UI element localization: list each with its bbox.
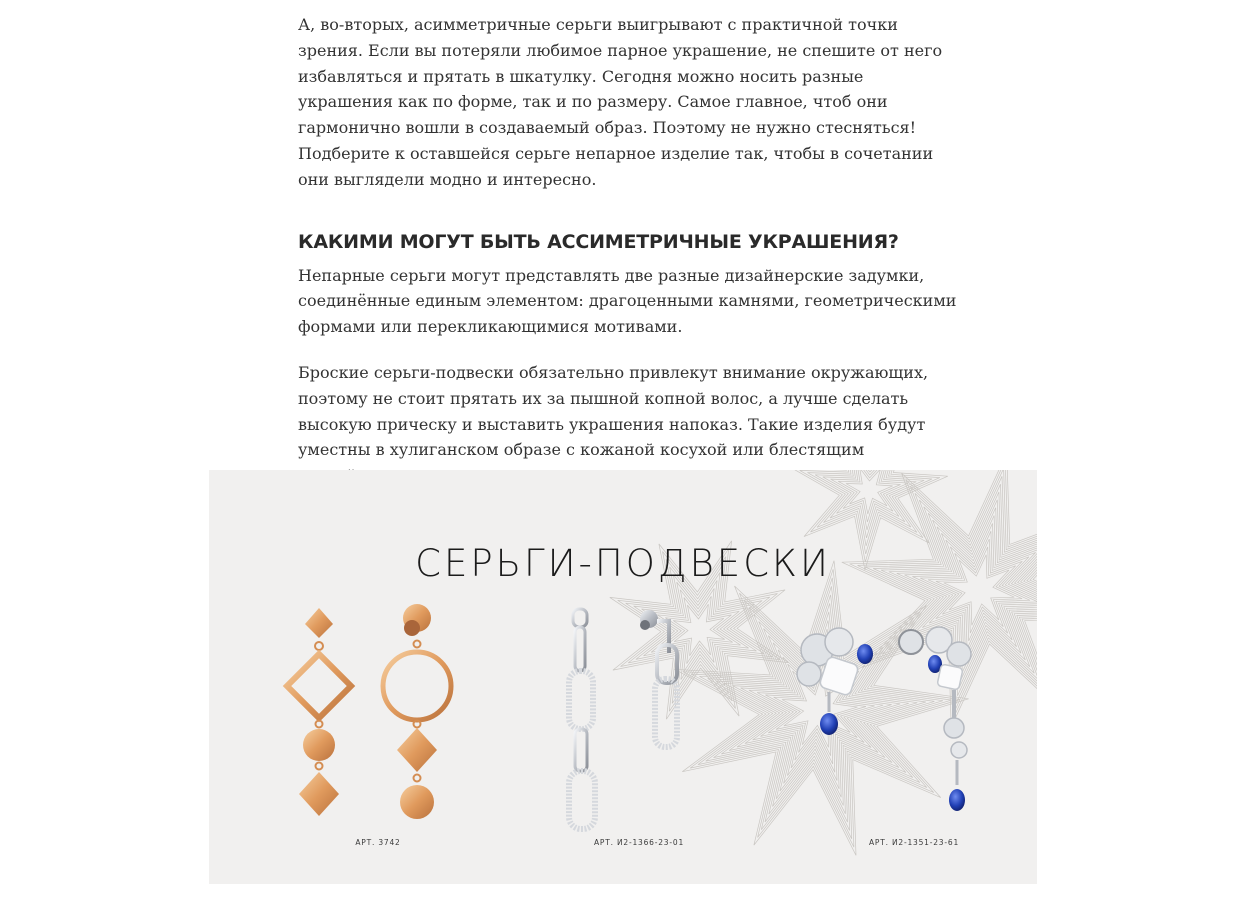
silver-link-earrings-image <box>539 605 699 835</box>
article-paragraph: Непарные серьги могут представлять две разные дизайнерские задумки, соединённые единым элементом: драгоценными камнями, геометрическими формами или перекликающимися мотивами. <box>298 265 957 337</box>
gold-earrings-image <box>279 600 479 835</box>
section-heading: КАКИМИ МОГУТ БЫТЬ АССИМЕТРИЧНЫЕ УКРАШЕНИЯ? <box>298 230 899 253</box>
banner-title: СЕРЬГИ-ПОДВЕСКИ <box>415 542 831 585</box>
sapphire-flower-earrings-image <box>789 620 989 830</box>
product-article-3: АРТ. И2-1351-23-61 <box>868 838 960 847</box>
article-paragraph: А, во-вторых, асимметричные серьги выигрывают с практичной точки зрения. Если вы потеряли любимое парное украшение, не спешите от него избавляться и прятать в шкатулку. Сегодня можно носить разные украшения как по форме, так и по размеру. Самое главное, чтоб они гармонично вошли в создаваемый образ. Поэтому не нужно стесняться! Подберите к оставшейся серьге непарное изделие так, чтобы в сочетании они выглядели модно и интересно. <box>298 15 943 189</box>
article-body <box>298 12 958 511</box>
article-paragraph: Броские серьги-подвески обязательно привлекут внимание окружающих, поэтому не стоит прятать их за пышной копной волос, а лучше сделать высокую прическу и выставить украшения напоказ. Такие изделия будут уместны в хулиганском образе с кожаной косухой или блестящим <box>298 362 929 460</box>
product-article-1: АРТ. 3742 <box>355 838 401 847</box>
product-article-2: АРТ. И2-1366-23-01 <box>593 838 685 847</box>
earrings-banner-image <box>209 470 1037 884</box>
